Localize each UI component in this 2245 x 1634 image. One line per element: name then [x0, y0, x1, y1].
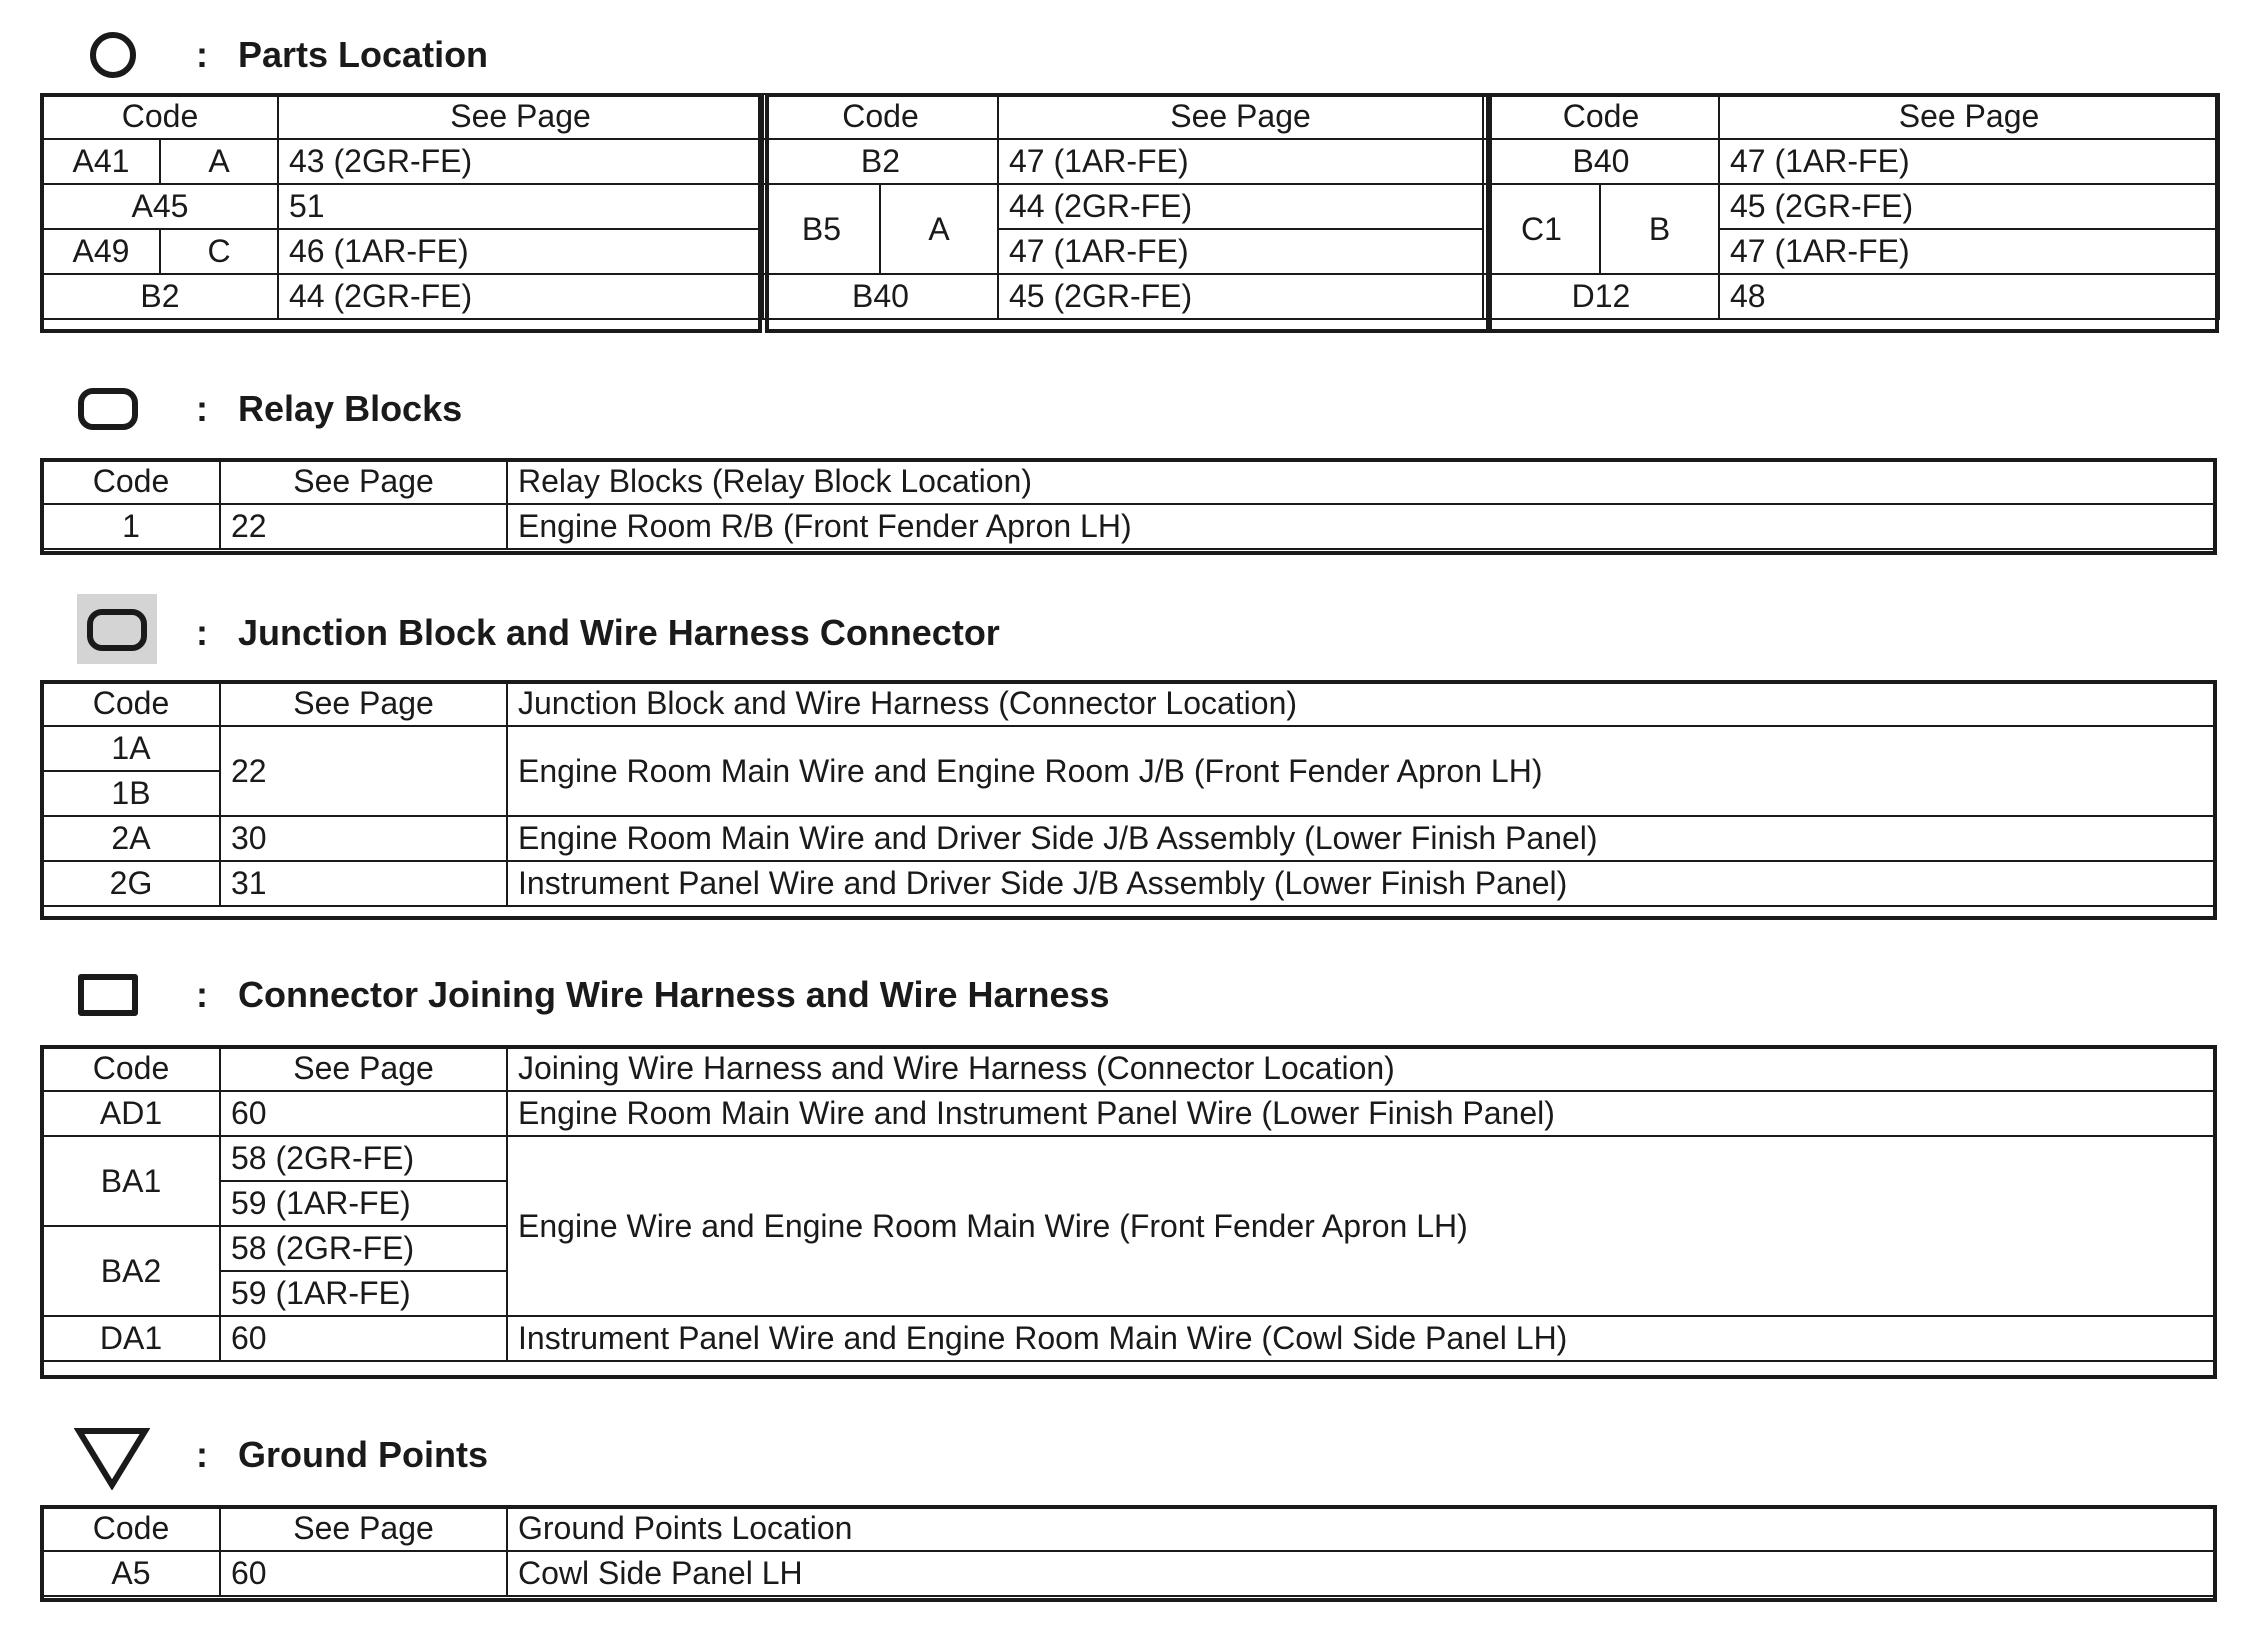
- section-title: Ground Points: [238, 1434, 488, 1475]
- header-code: Code: [42, 1046, 220, 1091]
- page-cell: 31: [220, 861, 507, 906]
- header-see-page: See Page: [998, 94, 1483, 139]
- header-description: Ground Points Location: [507, 1506, 2215, 1551]
- description-cell: Engine Room Main Wire and Instrument Panel Wire (Lower Finish Panel): [507, 1091, 2215, 1136]
- code-cell: BA2: [42, 1226, 220, 1316]
- header-see-page: See Page: [220, 1506, 507, 1551]
- description-cell: Engine Room Main Wire and Engine Room J/B (Front Fender Apron LH): [507, 726, 2215, 816]
- page-cell: 44 (2GR-FE): [278, 274, 763, 319]
- page-cell: 30: [220, 816, 507, 861]
- heading-colon: :: [196, 388, 208, 429]
- heading-colon: :: [196, 34, 208, 75]
- code-cell: 1B: [42, 771, 220, 816]
- code-cell: B5: [763, 184, 880, 274]
- header-code: Code: [42, 459, 220, 504]
- page-cell: 59 (1AR-FE): [220, 1271, 507, 1316]
- shaded-rounded-rect-icon: [77, 594, 157, 664]
- header-see-page: See Page: [220, 1046, 507, 1091]
- page-cell: 22: [220, 504, 507, 549]
- page-cell: 47 (1AR-FE): [1719, 229, 2219, 274]
- triangle-icon: [74, 1426, 150, 1490]
- code-cell: 1: [42, 504, 220, 549]
- code-cell: C1: [1483, 184, 1600, 274]
- header-see-page: See Page: [220, 459, 507, 504]
- header-code: Code: [42, 94, 278, 139]
- code-cell: B2: [763, 139, 998, 184]
- header-code: Code: [42, 1506, 220, 1551]
- sub-code-cell: A: [880, 184, 998, 274]
- connector-joining-heading: [0, 960, 1200, 1030]
- page-cell: 45 (2GR-FE): [1719, 184, 2219, 229]
- code-cell: D12: [1483, 274, 1719, 319]
- junction-block-table: [41, 680, 2216, 907]
- section-title: Parts Location: [238, 34, 489, 75]
- sub-code-cell: A: [160, 139, 278, 184]
- page-cell: 43 (2GR-FE): [278, 139, 763, 184]
- ground-points-table: [41, 1505, 2216, 1597]
- page-cell: 48: [1719, 274, 2219, 319]
- description-cell: Cowl Side Panel LH: [507, 1551, 2215, 1596]
- connector-joining-table: [41, 1045, 2216, 1362]
- code-cell: 1A: [42, 726, 220, 771]
- section-title: Connector Joining Wire Harness and Wire Harness: [238, 974, 1110, 1015]
- page-cell: 60: [220, 1551, 507, 1596]
- junction-block-heading: [0, 594, 1200, 664]
- page-cell: 59 (1AR-FE): [220, 1181, 507, 1226]
- page-cell: 47 (1AR-FE): [998, 229, 1483, 274]
- page-cell: 46 (1AR-FE): [278, 229, 763, 274]
- heading-colon: :: [196, 612, 208, 653]
- description-cell: Engine Wire and Engine Room Main Wire (Front Fender Apron LH): [507, 1136, 2215, 1316]
- page-cell: 45 (2GR-FE): [998, 274, 1483, 319]
- page-cell: 22: [220, 726, 507, 816]
- rounded-rect-icon: [78, 388, 138, 430]
- heading-colon: :: [196, 1434, 208, 1475]
- header-see-page: See Page: [278, 94, 763, 139]
- code-cell: 2G: [42, 861, 220, 906]
- page-cell: 58 (2GR-FE): [220, 1226, 507, 1271]
- code-cell: B40: [763, 274, 998, 319]
- page-cell: 47 (1AR-FE): [998, 139, 1483, 184]
- code-cell: B2: [42, 274, 278, 319]
- header-code: Code: [763, 94, 998, 139]
- header-description: Relay Blocks (Relay Block Location): [507, 459, 2215, 504]
- description-cell: Instrument Panel Wire and Driver Side J/B Assembly (Lower Finish Panel): [507, 861, 2215, 906]
- code-cell: A41: [42, 139, 160, 184]
- code-cell: A49: [42, 229, 160, 274]
- sub-code-cell: C: [160, 229, 278, 274]
- header-see-page: See Page: [220, 681, 507, 726]
- code-cell: 2A: [42, 816, 220, 861]
- code-cell: BA1: [42, 1136, 220, 1226]
- section-title: Relay Blocks: [238, 388, 463, 429]
- header-description: Joining Wire Harness and Wire Harness (Connector Location): [507, 1046, 2215, 1091]
- page-cell: 60: [220, 1316, 507, 1361]
- code-cell: A45: [42, 184, 278, 229]
- relay-blocks-heading: [0, 374, 1200, 444]
- page-cell: 60: [220, 1091, 507, 1136]
- sub-code-cell: B: [1600, 184, 1719, 274]
- code-cell: B40: [1483, 139, 1719, 184]
- code-cell: AD1: [42, 1091, 220, 1136]
- description-cell: Engine Room Main Wire and Driver Side J/B Assembly (Lower Finish Panel): [507, 816, 2215, 861]
- page-cell: 44 (2GR-FE): [998, 184, 1483, 229]
- header-code: Code: [1483, 94, 1719, 139]
- page-cell: 47 (1AR-FE): [1719, 139, 2219, 184]
- page-cell: 51: [278, 184, 763, 229]
- description-cell: Engine Room R/B (Front Fender Apron LH): [507, 504, 2215, 549]
- code-cell: DA1: [42, 1316, 220, 1361]
- parts-location-table: [41, 93, 2220, 320]
- page-cell: 58 (2GR-FE): [220, 1136, 507, 1181]
- section-title: Junction Block and Wire Harness Connector: [238, 612, 1000, 653]
- rectangle-icon: [78, 974, 138, 1016]
- circle-icon: [90, 32, 136, 78]
- header-description: Junction Block and Wire Harness (Connector Location): [507, 681, 2215, 726]
- header-code: Code: [42, 681, 220, 726]
- heading-colon: :: [196, 974, 208, 1015]
- relay-blocks-table: [41, 458, 2216, 550]
- parts-location-heading: [0, 20, 1200, 90]
- header-see-page: See Page: [1719, 94, 2219, 139]
- code-cell: A5: [42, 1551, 220, 1596]
- description-cell: Instrument Panel Wire and Engine Room Main Wire (Cowl Side Panel LH): [507, 1316, 2215, 1361]
- ground-points-heading: [0, 1420, 1200, 1490]
